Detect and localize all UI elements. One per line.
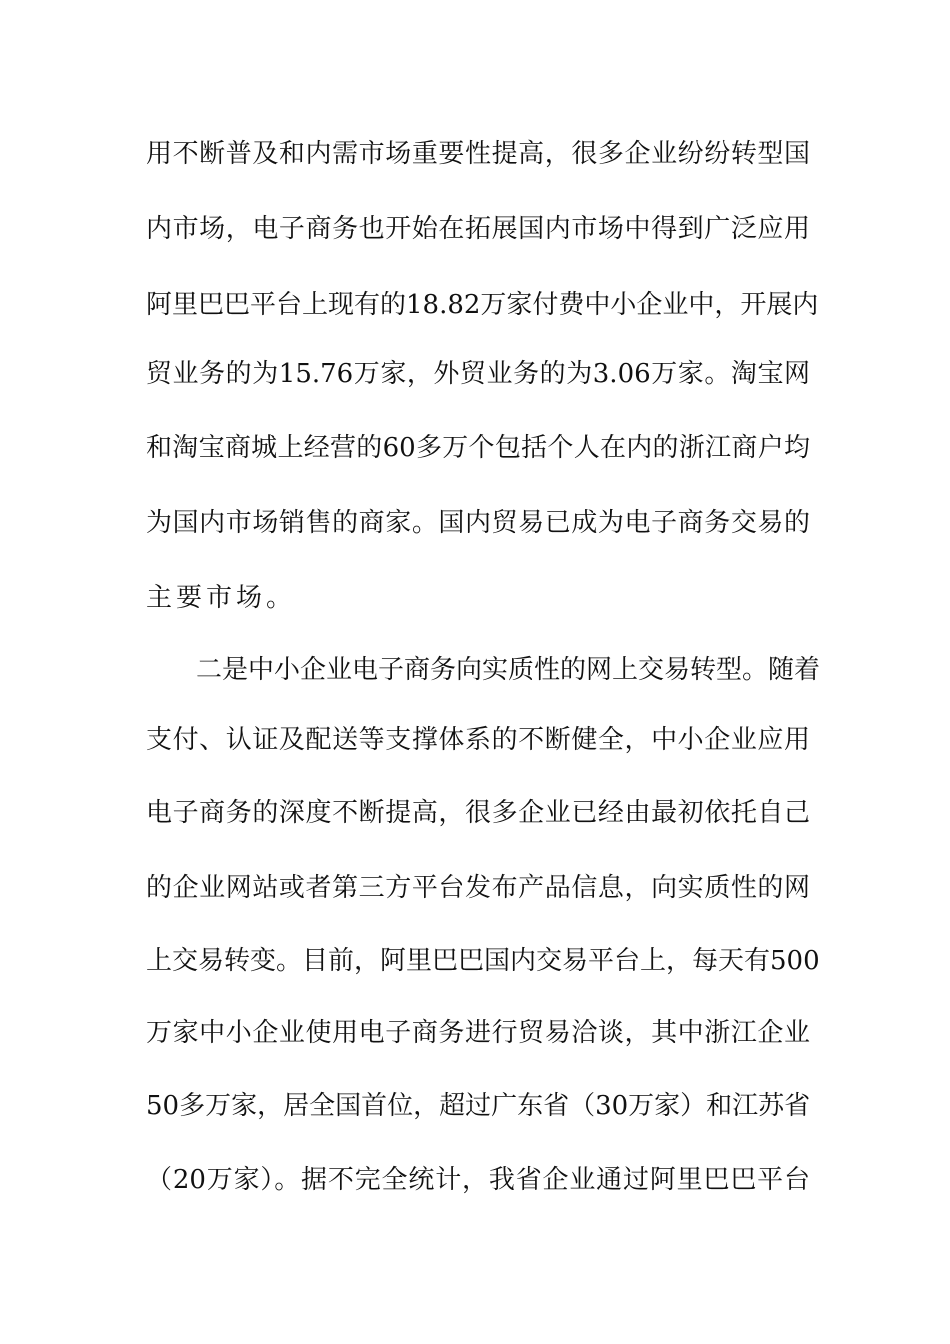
text-line: 和淘宝商城上经营的60多万个包括个人在内的浙江商户均 [146,433,810,463]
text-line: 为国内市场销售的商家。国内贸易已成为电子商务交易的 [146,508,810,538]
text-line: 用不断普及和内需市场重要性提高，很多企业纷纷转型国 [146,139,810,169]
text-line: 万家中小企业使用电子商务进行贸易洽谈，其中浙江企业 [146,1018,810,1048]
text-line: 电子商务的深度不断提高，很多企业已经由最初依托自己 [146,798,810,828]
text-line: 二是中小企业电子商务向实质性的网上交易转型。随着 [196,655,821,685]
text-line: （20万家）。据不完全统计，我省企业通过阿里巴巴平台 [146,1165,810,1195]
text-line: 主要市场。 [146,583,297,613]
text-line: 贸业务的为15.76万家，外贸业务的为3.06万家。淘宝网 [146,359,810,389]
text-line: 的企业网站或者第三方平台发布产品信息，向实质性的网 [146,873,810,903]
text-line: 阿里巴巴平台上现有的18.82万家付费中小企业中，开展内 [146,290,819,320]
text-line: 内市场，电子商务也开始在拓展国内市场中得到广泛应用 [146,214,810,244]
text-line: 上交易转变。目前，阿里巴巴国内交易平台上，每天有500 [146,946,820,976]
text-line: 支付、认证及配送等支撑体系的不断健全，中小企业应用 [146,725,810,755]
text-line: 50多万家，居全国首位，超过广东省（30万家）和江苏省 [146,1091,811,1121]
